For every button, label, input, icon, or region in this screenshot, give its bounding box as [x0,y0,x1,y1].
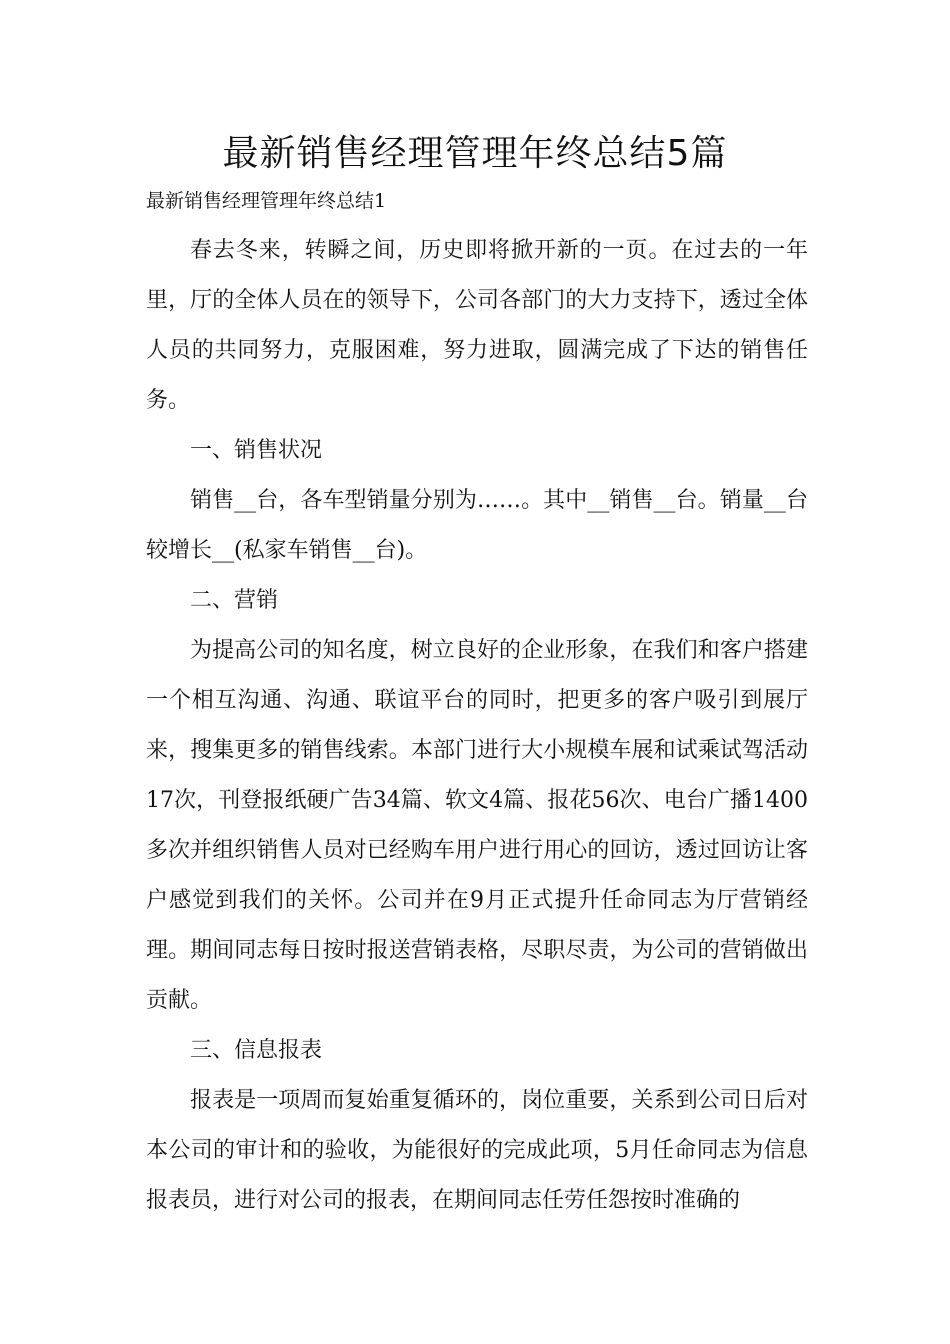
section-heading-reports: 三、信息报表 [190,1038,323,1063]
document-body [146,226,808,1226]
paragraph-intro: 春去冬来，转瞬之间，历史即将掀开新的一页。在过去的一年里，厅的全体人员在的领导下，公司各部门的大力支持下，透过全体人员的共同努力，克服困难，努力进取，圆满完成了下达的销售任务。 [146,238,808,413]
paragraph-reports: 报表是一项周而复始重复循环的，岗位重要，关系到公司日后对本公司的审计和的验收，为能很好的完成此项，5月任命同志为信息报表员，进行对公司的报表，在期间同志任劳任怨按时准确的 [146,1088,808,1213]
section-heading-sales: 一、销售状况 [190,438,323,463]
document-subtitle: 最新销售经理管理年终总结1 [146,190,387,212]
paragraph-sales: 销售__台，各车型销量分别为……。其中__销售__台。销量__台较增长__(私家车销售__台)。 [146,488,808,563]
paragraph-marketing: 为提高公司的知名度，树立良好的企业形象，在我们和客户搭建一个相互沟通、沟通、联谊平台的同时，把更多的客户吸引到展厅来，搜集更多的销售线索。本部门进行大小规模车展和试乘试驾活动17次，刊登报纸硬广告34篇、软文4篇、报花56次、电台广播1400多次并组织销售人员对已经购车用户进行用心的回访，透过回访让客户感觉到我们的关怀。公司并在9月正式提升任命同志为厅营销经理。期间同志每日按时报送营销表格，尽职尽责，为公司的营销做出贡献。 [146,638,808,1013]
document-title: 最新销售经理管理年终总结5篇 [222,133,728,174]
section-heading-marketing: 二、营销 [190,588,279,613]
